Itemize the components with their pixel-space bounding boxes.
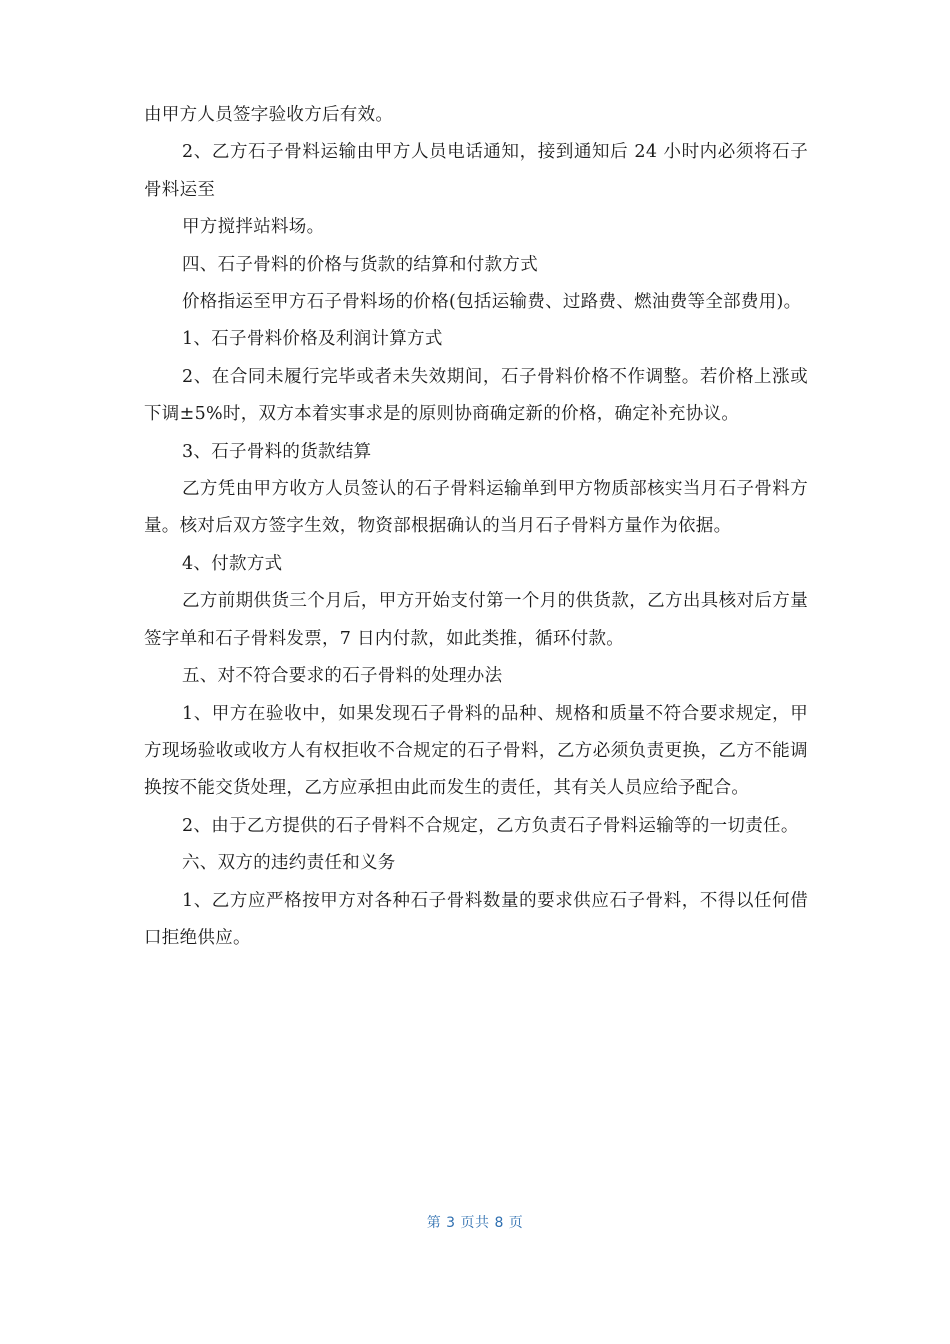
paragraph-14: 2、由于乙方提供的石子骨料不合规定，乙方负责石子骨料运输等的一切责任。 [182, 815, 799, 836]
paragraph-10: 4、付款方式 [182, 553, 283, 574]
paragraph-5: 价格指运至甲方石子骨料场的价格(包括运输费、过路费、燃油费等全部费用)。 [182, 292, 802, 313]
paragraph-7: 2、在合同未履行完毕或者未失效期间，石子骨料价格不作调整。若价格上涨或下调±5%时，双方本着实事求是的原则协商确定新的价格，确定补充协议。 [144, 366, 808, 425]
paragraph-9: 乙方凭由甲方收方人员签认的石子骨料运输单到甲方物质部核实当月石子骨料方量。核对后双方签字生效，物资部根据确认的当月石子骨料方量作为依据。 [144, 479, 808, 537]
page-number-footer: 第 3 页共 8 页 [426, 1215, 524, 1231]
paragraph-3: 甲方搅拌站料场。 [182, 217, 325, 238]
section-heading-6: 六、双方的违约责任和义务 [182, 853, 396, 874]
section-heading-5: 五、对不符合要求的石子骨料的处理办法 [182, 666, 503, 687]
document-body [144, 97, 808, 957]
paragraph-13: 1、甲方在验收中，如果发现石子骨料的品种、规格和质量不符合要求规定，甲方现场验收或收方人有权拒收不合规定的石子骨料，乙方必须负责更换，乙方不能调换按不能交货处理，乙方应承担由此而发生的责任，其有关人员应给予配合。 [144, 703, 808, 799]
section-heading-4: 四、石子骨料的价格与货款的结算和付款方式 [182, 254, 538, 275]
paragraph-2: 2、乙方石子骨料运输由甲方人员电话通知，接到通知后 24 小时内必须将石子骨料运至 [144, 142, 808, 200]
paragraph-6: 1、石子骨料价格及利润计算方式 [182, 329, 443, 350]
paragraph-1: 由甲方人员签字验收方后有效。 [144, 105, 394, 125]
paragraph-8: 3、石子骨料的货款结算 [182, 441, 372, 462]
paragraph-16: 1、乙方应严格按甲方对各种石子骨料数量的要求供应石子骨料，不得以任何借口拒绝供应。 [144, 890, 808, 948]
paragraph-11: 乙方前期供货三个月后，甲方开始支付第一个月的供货款，乙方出具核对后方量签字单和石子骨料发票，7 日内付款，如此类推，循环付款。 [144, 591, 808, 649]
